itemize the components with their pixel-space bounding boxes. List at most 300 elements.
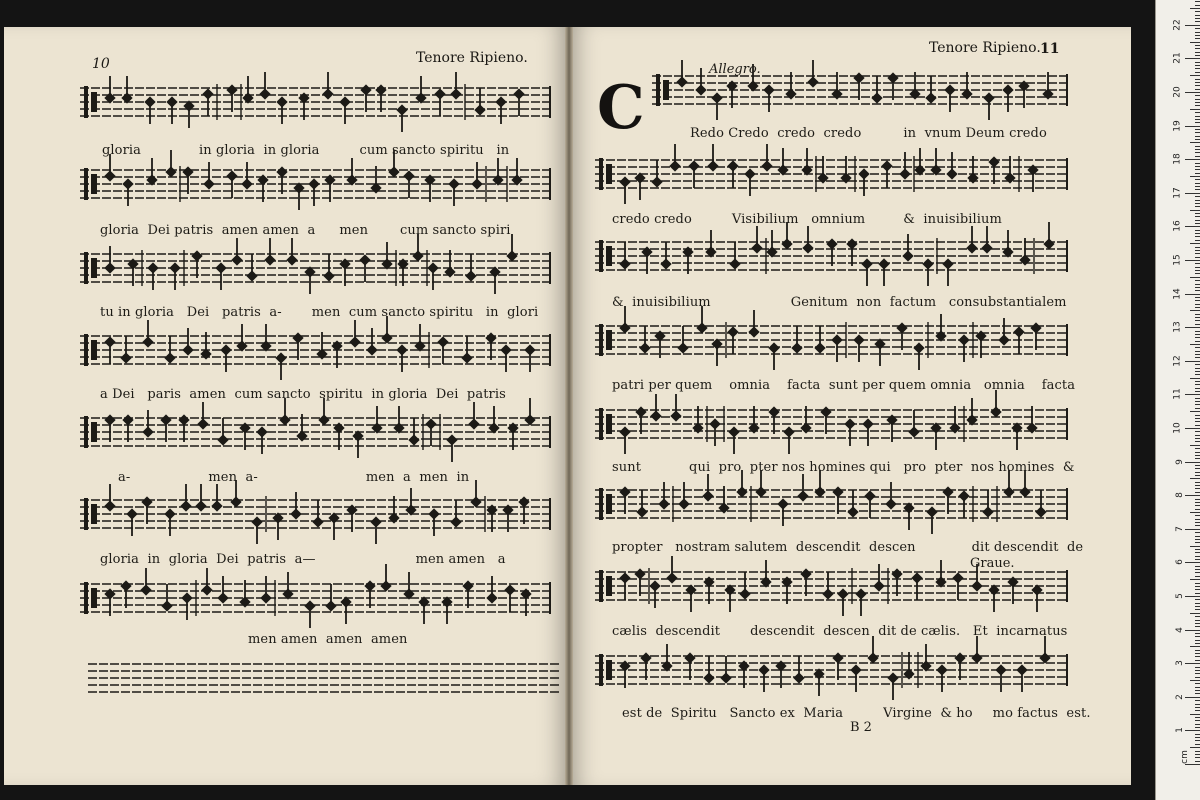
ruler-tick	[1195, 99, 1200, 100]
ruler-tick	[1195, 136, 1200, 137]
ruler-tick	[1195, 129, 1200, 130]
ruler-tick	[1195, 247, 1200, 248]
ruler-tick	[1195, 230, 1200, 231]
lyric-line	[100, 387, 506, 402]
ruler-tick	[1195, 623, 1200, 624]
ruler-label: 6	[1175, 559, 1186, 566]
ruler-tick	[1195, 314, 1200, 315]
ruler-tick	[1190, 75, 1200, 76]
ruler-tick	[1190, 714, 1200, 715]
ruler-tick	[1195, 233, 1200, 234]
ruler-label: 20	[1172, 86, 1183, 98]
lyric-segment: in vnum Deum credo	[903, 126, 1047, 141]
ruler-label: 1	[1175, 727, 1186, 734]
right-page-header: Tenore Ripieno.	[929, 40, 1041, 56]
staff	[80, 398, 550, 462]
ruler-tick	[1195, 734, 1200, 735]
ruler-tick	[1195, 337, 1200, 338]
ruler-tick	[1190, 512, 1200, 513]
ruler-tick	[1195, 421, 1200, 422]
ruler-tick	[1195, 673, 1200, 674]
ruler-label: 2	[1175, 693, 1186, 700]
ruler-tick	[1190, 8, 1200, 9]
ruler-tick	[1195, 203, 1200, 204]
ruler-unit: cm	[1179, 750, 1190, 764]
ruler-tick	[1195, 179, 1200, 180]
staff	[595, 390, 1067, 454]
lyric-line	[100, 305, 538, 320]
ruler-tick	[1195, 693, 1200, 694]
ruler-tick	[1195, 263, 1200, 264]
lyric-segment: est de Spiritu Sancto ex Maria	[622, 706, 844, 721]
ruler-tick	[1195, 475, 1200, 476]
ruler-tick	[1195, 273, 1200, 274]
ruler-tick	[1185, 58, 1200, 59]
ruler-tick	[1195, 609, 1200, 610]
ruler-tick	[1195, 368, 1200, 369]
ruler-tick	[1195, 455, 1200, 456]
lyric-line	[102, 143, 509, 158]
ruler-tick	[1190, 445, 1200, 446]
lyric-line	[100, 552, 506, 567]
ruler-tick	[1195, 156, 1200, 157]
ruler-tick	[1195, 35, 1200, 36]
ruler-tick	[1195, 169, 1200, 170]
ruler-tick	[1195, 253, 1200, 254]
ruler-tick	[1195, 18, 1200, 19]
ruler-tick	[1190, 747, 1200, 748]
ruler-tick	[1195, 236, 1200, 237]
lyric-segment: cum sancto spiri	[400, 223, 511, 238]
ruler-tick	[1195, 599, 1200, 600]
staff	[80, 72, 550, 132]
ruler-tick	[1195, 32, 1200, 33]
lyric-segment: qui pro pter nos homines qui pro pter nos homines &	[689, 460, 1075, 475]
lyric-segment: men a-	[208, 470, 258, 485]
ruler-tick	[1195, 586, 1200, 587]
ruler-tick	[1190, 42, 1200, 43]
ruler-tick	[1195, 559, 1200, 560]
ruler-tick	[1195, 270, 1200, 271]
ruler-tick	[1195, 317, 1200, 318]
ruler-label: 22	[1172, 19, 1183, 31]
staff	[595, 556, 1067, 616]
decorated-initial: C	[597, 73, 645, 143]
ruler-tick	[1195, 364, 1200, 365]
ruler-tick	[1195, 549, 1200, 550]
ruler-tick	[1195, 418, 1200, 419]
ruler-tick	[1190, 176, 1200, 177]
staff	[652, 60, 1067, 120]
ruler-tick	[1195, 603, 1200, 604]
lyric-segment: mo factus est.	[992, 706, 1091, 721]
ruler-tick	[1195, 240, 1200, 241]
ruler-tick	[1195, 583, 1200, 584]
ruler-tick	[1195, 744, 1200, 745]
grave-marking: Graue.	[970, 556, 1015, 571]
ruler-tick	[1195, 304, 1200, 305]
ruler-tick	[1195, 704, 1200, 705]
ruler-tick	[1185, 697, 1200, 698]
ruler-tick	[1195, 62, 1200, 63]
ruler-tick	[1190, 142, 1200, 143]
lyric-line	[612, 460, 1075, 475]
ruler-tick	[1190, 646, 1200, 647]
lyric-segment: a-	[118, 470, 131, 485]
ruler-tick	[1195, 509, 1200, 510]
ruler-tick	[1195, 710, 1200, 711]
ruler-tick	[1195, 525, 1200, 526]
ruler-tick	[1195, 189, 1200, 190]
ruler-tick	[1195, 388, 1200, 389]
ruler-tick	[1190, 478, 1200, 479]
ruler-tick	[1195, 505, 1200, 506]
ruler-label: 11	[1172, 388, 1183, 401]
ruler-tick	[1195, 354, 1200, 355]
lyric-segment: gloria in gloria Dei patris a—	[100, 552, 316, 567]
ruler-tick	[1195, 492, 1200, 493]
ruler-tick	[1195, 166, 1200, 167]
ruler-tick	[1195, 21, 1200, 22]
ruler-tick	[1195, 116, 1200, 117]
ruler-tick	[1195, 620, 1200, 621]
lyric-line	[612, 212, 1002, 227]
ruler-tick	[1195, 1, 1200, 2]
ruler-label: 10	[1172, 422, 1183, 434]
ruler-tick	[1195, 593, 1200, 594]
staff	[595, 222, 1067, 286]
ruler-tick	[1195, 448, 1200, 449]
ruler-tick	[1195, 532, 1200, 533]
ruler-tick	[1185, 630, 1200, 631]
ruler-tick	[1195, 569, 1200, 570]
lyric-segment: propter nostram salutem descendit descen	[612, 540, 916, 555]
ruler-tick	[1195, 482, 1200, 483]
ruler-tick	[1190, 344, 1200, 345]
ruler-tick	[1195, 751, 1200, 752]
ruler-tick	[1185, 764, 1200, 765]
lyric-segment: descendit descen dit de cælis. Et incarnatus	[750, 624, 1068, 639]
ruler-tick	[1195, 700, 1200, 701]
lyric-line	[612, 624, 1067, 639]
lyric-line	[248, 632, 408, 647]
ruler-tick	[1190, 411, 1200, 412]
ruler-label: 12	[1172, 355, 1183, 367]
ruler-tick	[1195, 250, 1200, 251]
ruler-tick	[1195, 740, 1200, 741]
ruler-tick	[1195, 220, 1200, 221]
tempo-marking: Allegro.	[709, 62, 761, 77]
lyric-segment: men a men in	[365, 470, 470, 485]
ruler-tick	[1195, 381, 1200, 382]
ruler-tick	[1195, 468, 1200, 469]
lyric-segment: Redo Credo credo credo	[690, 126, 862, 141]
staff	[80, 480, 550, 544]
lyric-segment: gloria Dei patris amen amen a	[100, 223, 316, 238]
ruler-tick	[1195, 351, 1200, 352]
ruler-tick	[1195, 683, 1200, 684]
ruler-tick	[1195, 717, 1200, 718]
ruler-tick	[1195, 280, 1200, 281]
ruler-tick	[1195, 48, 1200, 49]
ruler-tick	[1185, 428, 1200, 429]
ruler-label: 13	[1172, 321, 1183, 333]
ruler-tick	[1195, 267, 1200, 268]
ruler-tick	[1195, 357, 1200, 358]
ruler-tick	[1195, 307, 1200, 308]
lyric-segment: gloria	[102, 143, 142, 158]
ruler-tick	[1195, 757, 1200, 758]
ruler-tick	[1195, 452, 1200, 453]
ruler-tick	[1185, 361, 1200, 362]
ruler-tick	[1195, 441, 1200, 442]
ruler-tick	[1195, 572, 1200, 573]
ruler-tick	[1195, 79, 1200, 80]
ruler-tick	[1195, 653, 1200, 654]
ruler-tick	[1195, 656, 1200, 657]
lyric-segment: credo credo	[612, 212, 692, 227]
ruler-tick	[1195, 552, 1200, 553]
ruler-tick	[1195, 287, 1200, 288]
ruler-tick	[1195, 149, 1200, 150]
ruler-tick	[1185, 596, 1200, 597]
lyric-segment: Virgine & ho	[883, 706, 973, 721]
lyric-segment: in gloria in gloria	[199, 143, 320, 158]
ruler-tick	[1195, 196, 1200, 197]
ruler-tick	[1195, 223, 1200, 224]
lyric-segment: cælis descendit	[612, 624, 721, 639]
lyric-line	[612, 378, 1075, 393]
ruler-tick	[1195, 391, 1200, 392]
staff	[595, 470, 1067, 534]
ruler-tick	[1195, 687, 1200, 688]
ruler-tick	[1185, 226, 1200, 227]
ruler-tick	[1195, 163, 1200, 164]
ruler-tick	[1195, 485, 1200, 486]
left-page-number: 10	[92, 56, 110, 72]
ruler-tick	[1195, 65, 1200, 66]
ruler-tick	[1195, 297, 1200, 298]
ruler-tick	[1190, 378, 1200, 379]
ruler-tick	[1195, 331, 1200, 332]
ruler-tick	[1195, 633, 1200, 634]
ruler-tick	[1185, 529, 1200, 530]
ruler-tick	[1190, 277, 1200, 278]
ruler-tick	[1195, 15, 1200, 16]
ruler-tick	[1195, 5, 1200, 6]
ruler-tick	[1195, 28, 1200, 29]
measurement-ruler	[1155, 0, 1200, 800]
ruler-label: 21	[1172, 52, 1183, 65]
ruler-tick	[1185, 294, 1200, 295]
ruler-tick	[1190, 579, 1200, 580]
ruler-tick	[1195, 542, 1200, 543]
lyric-segment: dit descendit de	[971, 540, 1084, 555]
ruler-tick	[1195, 398, 1200, 399]
ruler-tick	[1195, 576, 1200, 577]
ruler-tick	[1195, 371, 1200, 372]
ruler-tick	[1195, 284, 1200, 285]
lyric-segment: Genitum non factum consubstantialem	[790, 295, 1067, 310]
ruler-label: 3	[1175, 660, 1186, 667]
ruler-tick	[1195, 68, 1200, 69]
ruler-tick	[1195, 425, 1200, 426]
lyric-segment: men amen amen amen	[248, 632, 408, 647]
ruler-tick	[1195, 384, 1200, 385]
ruler-tick	[1190, 546, 1200, 547]
ruler-tick	[1195, 173, 1200, 174]
ruler-tick	[1195, 119, 1200, 120]
lyric-segment: a Dei paris amen cum sancto spiritu in gloria Dei patris	[100, 387, 506, 402]
ruler-tick	[1195, 566, 1200, 567]
ruler-tick	[1195, 643, 1200, 644]
staff	[595, 636, 1067, 700]
ruler-tick	[1195, 11, 1200, 12]
lyric-segment: men amen a	[415, 552, 506, 567]
ruler-tick	[1195, 300, 1200, 301]
signature-mark: B 2	[850, 720, 872, 735]
ruler-tick	[1195, 556, 1200, 557]
ruler-tick	[1195, 95, 1200, 96]
ruler-label: 8	[1175, 492, 1186, 499]
ruler-tick	[1195, 626, 1200, 627]
ruler-tick	[1190, 109, 1200, 110]
ruler-tick	[1185, 730, 1200, 731]
ruler-tick	[1195, 152, 1200, 153]
ruler-tick	[1190, 210, 1200, 211]
ruler-tick	[1190, 613, 1200, 614]
ruler-tick	[1195, 636, 1200, 637]
ruler-tick	[1195, 183, 1200, 184]
ruler-label: 19	[1172, 119, 1183, 132]
lyric-segment: patri per quem omnia facta sunt per quem omnia omnia facta	[612, 378, 1076, 393]
ruler-tick	[1195, 72, 1200, 73]
ruler-tick	[1195, 660, 1200, 661]
ruler-tick	[1195, 670, 1200, 671]
ruler-tick	[1195, 499, 1200, 500]
ruler-tick	[1195, 374, 1200, 375]
ruler-tick	[1195, 472, 1200, 473]
ruler-tick	[1195, 707, 1200, 708]
ruler-label: 5	[1175, 593, 1186, 599]
ruler-tick	[1195, 347, 1200, 348]
ruler-tick	[1195, 589, 1200, 590]
ruler-tick	[1190, 680, 1200, 681]
ruler-tick	[1195, 724, 1200, 725]
ruler-tick	[1190, 310, 1200, 311]
lyric-line	[622, 706, 1091, 721]
lyric-segment: Visibilium omnium	[731, 212, 866, 227]
ruler-tick	[1195, 334, 1200, 335]
ruler-tick	[1195, 465, 1200, 466]
ruler-label: 18	[1172, 153, 1183, 165]
ruler-tick	[1195, 404, 1200, 405]
lyric-line	[612, 295, 1067, 310]
left-page-header: Tenore Ripieno.	[416, 50, 528, 66]
ruler-tick	[1185, 25, 1200, 26]
ruler-tick	[1195, 82, 1200, 83]
ruler-tick	[1195, 539, 1200, 540]
ruler-tick	[1195, 488, 1200, 489]
ruler-tick	[1195, 89, 1200, 90]
ruler-label: 15	[1172, 254, 1183, 266]
lyric-line	[690, 126, 1047, 141]
ruler-tick	[1195, 415, 1200, 416]
ruler-tick	[1195, 606, 1200, 607]
ruler-tick	[1185, 394, 1200, 395]
ruler-tick	[1195, 257, 1200, 258]
ruler-tick	[1195, 408, 1200, 409]
staff	[595, 306, 1067, 370]
ruler-tick	[1195, 324, 1200, 325]
lyric-segment: & inuisibilium	[903, 212, 1002, 227]
ruler-tick	[1195, 720, 1200, 721]
ruler-tick	[1185, 462, 1200, 463]
lyric-segment: men cum sancto spiritu in glori	[311, 305, 539, 320]
ruler-tick	[1195, 55, 1200, 56]
ruler-tick	[1185, 663, 1200, 664]
ruler-label: 7	[1175, 525, 1186, 532]
staff	[80, 150, 550, 210]
ruler-tick	[1195, 401, 1200, 402]
ruler-tick	[1195, 640, 1200, 641]
ruler-tick	[1195, 690, 1200, 691]
staff	[80, 316, 550, 380]
ruler-tick	[1195, 727, 1200, 728]
ruler-tick	[1195, 320, 1200, 321]
lyric-line	[118, 470, 469, 485]
ruler-tick	[1195, 677, 1200, 678]
lyric-line	[100, 223, 511, 238]
ruler-tick	[1185, 495, 1200, 496]
ruler-tick	[1195, 105, 1200, 106]
ruler-tick	[1195, 186, 1200, 187]
right-page-number: 11	[1040, 41, 1060, 57]
ruler-tick	[1195, 431, 1200, 432]
ruler-label: 16	[1172, 220, 1183, 233]
lyric-segment: tu in gloria Dei patris a-	[100, 305, 282, 320]
ruler-tick	[1195, 438, 1200, 439]
ruler-tick	[1195, 341, 1200, 342]
ruler-tick	[1185, 562, 1200, 563]
ruler-tick	[1195, 458, 1200, 459]
lyric-segment: & inuisibilium	[612, 295, 711, 310]
staff	[595, 144, 1067, 204]
lyric-segment: cum sancto spiritu in	[359, 143, 510, 158]
ruler-tick	[1195, 216, 1200, 217]
ruler-label: 4	[1175, 626, 1186, 633]
ruler-tick	[1195, 206, 1200, 207]
ruler-tick	[1195, 616, 1200, 617]
ruler-tick	[1195, 435, 1200, 436]
ruler-label: 9	[1175, 458, 1186, 465]
ruler-tick	[1195, 102, 1200, 103]
ruler-tick	[1185, 159, 1200, 160]
ruler-tick	[1195, 737, 1200, 738]
ruler-tick	[1195, 667, 1200, 668]
ruler-label: 14	[1172, 287, 1183, 300]
ruler-tick	[1195, 38, 1200, 39]
ruler-tick	[1195, 139, 1200, 140]
ruler-tick	[1195, 515, 1200, 516]
ruler-tick	[1195, 146, 1200, 147]
ruler-tick	[1195, 213, 1200, 214]
ruler-tick	[1195, 536, 1200, 537]
ruler-tick	[1185, 327, 1200, 328]
ruler-tick	[1190, 243, 1200, 244]
lyric-segment: men	[339, 223, 369, 238]
ruler-tick	[1195, 761, 1200, 762]
